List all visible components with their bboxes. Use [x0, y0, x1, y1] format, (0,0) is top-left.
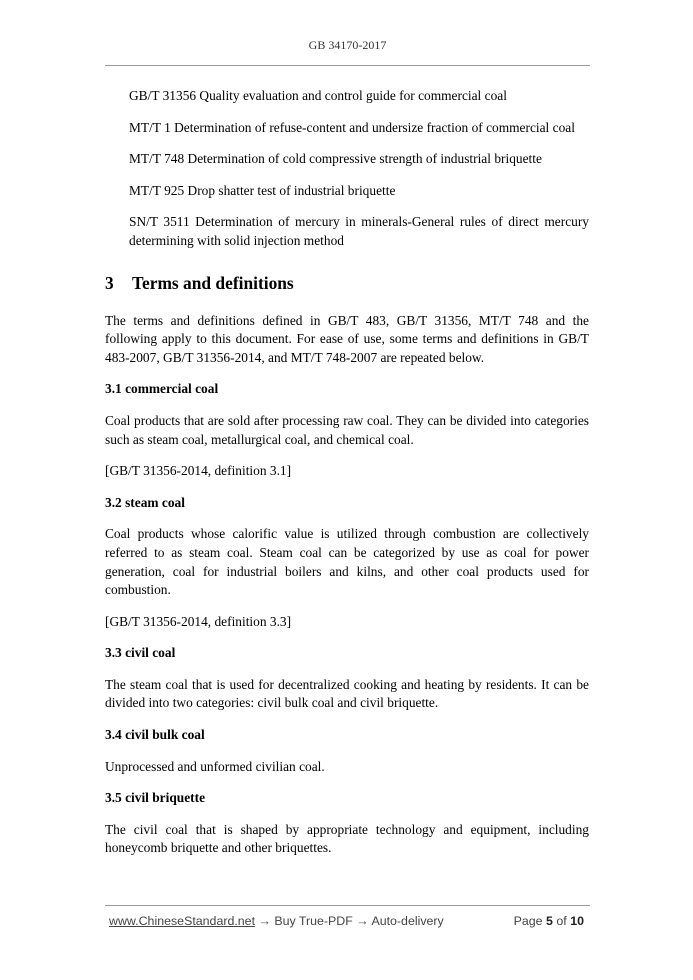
section-number: 3: [105, 272, 114, 293]
term-heading: 3.2 steam coal: [105, 494, 185, 510]
page-footer: [105, 905, 590, 928]
page-header: [105, 38, 590, 66]
page-label: Page: [513, 914, 543, 928]
reference-item: SN/T 3511 Determination of mercury in minerals-General rules of direct mercury determining with solid injection method: [129, 214, 589, 248]
section-heading: [105, 272, 589, 294]
current-page: 5: [546, 914, 553, 928]
term-definition: Coal products whose calorific value is utilized through combustion are collectively referred to as steam coal. Steam coal can be categorized by use as coal for power generation, coal for industrial boilers and kilns, and other coal products used for combustion.: [105, 526, 589, 598]
standard-code: GB 34170-2017: [308, 38, 387, 52]
term-definition: The steam coal that is used for decentralized cooking and heating by residents. It can be divided into two categories: civil bulk coal and civil briquette.: [105, 676, 589, 711]
term-definition: Unprocessed and unformed civilian coal.: [105, 758, 325, 774]
section-title: Terms and definitions: [132, 272, 294, 293]
reference-item: MT/T 1 Determination of refuse-content and undersize fraction of commercial coal: [129, 119, 575, 135]
term-definition: Coal products that are sold after processing raw coal. They can be divided into categories such as steam coal, metallurgical coal, and chemical coal.: [105, 412, 589, 447]
section-intro: The terms and definitions defined in GB/T 483, GB/T 31356, MT/T 748 and the following apply to this document. For ease of use, some terms and definitions in GB/T 483-2007, GB/T 31356-2014, and MT/T 748-2007 are repeated below.: [105, 312, 589, 365]
reference-item: GB/T 31356 Quality evaluation and control guide for commercial coal: [129, 88, 507, 103]
total-pages: 10: [570, 914, 584, 928]
site-link[interactable]: www.ChineseStandard.net: [109, 914, 256, 928]
footer-links: [109, 914, 444, 928]
reference-item: MT/T 748 Determination of cold compressive strength of industrial briquette: [129, 151, 542, 167]
arrow-right-icon: →: [258, 914, 271, 928]
auto-delivery-text: Auto-delivery: [371, 914, 444, 928]
term-heading: 3.5 civil briquette: [105, 790, 206, 806]
document-body: [105, 87, 589, 871]
term-definition: The civil coal that is shaped by appropriate technology and equipment, including honeycomb briquette and other briquettes.: [105, 821, 589, 856]
term-source: [GB/T 31356-2014, definition 3.3]: [105, 613, 292, 629]
buy-pdf-text: Buy True-PDF: [274, 914, 353, 928]
page-counter: [514, 914, 584, 928]
arrow-right-icon: →: [356, 914, 369, 928]
term-heading: 3.3 civil coal: [105, 645, 176, 661]
term-source: [GB/T 31356-2014, definition 3.1]: [105, 463, 292, 479]
term-heading: 3.1 commercial coal: [105, 381, 219, 397]
of-label: of: [556, 914, 567, 928]
term-heading: 3.4 civil bulk coal: [105, 727, 205, 743]
reference-item: MT/T 925 Drop shatter test of industrial briquette: [129, 182, 396, 198]
